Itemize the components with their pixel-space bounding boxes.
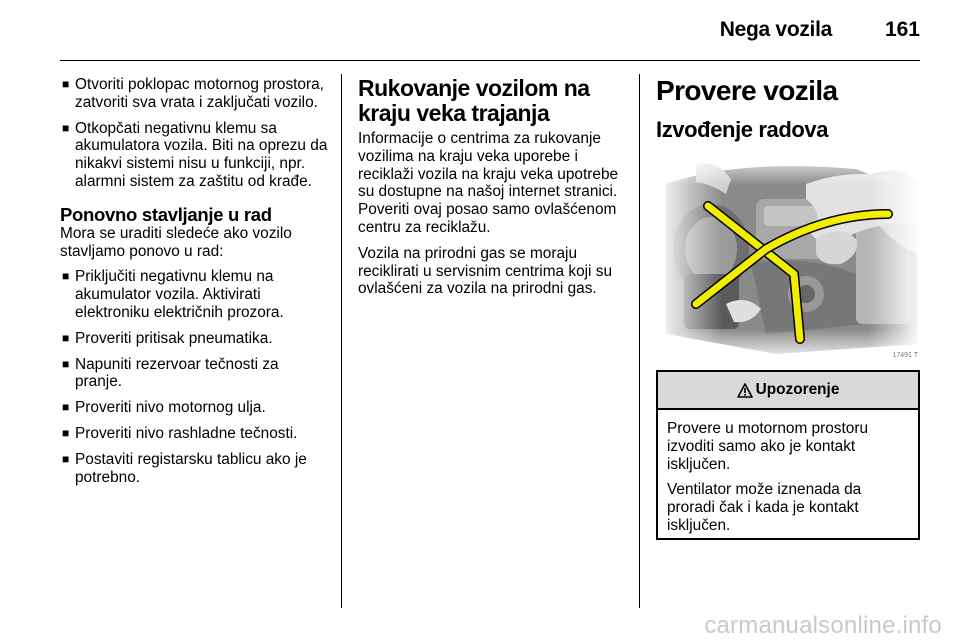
bullet-square-icon: ■	[62, 356, 70, 371]
column-divider-2	[639, 74, 640, 608]
bullet-square-icon: ■	[62, 451, 70, 466]
header-divider	[60, 60, 920, 61]
list-item: ■ Proveriti pritisak pneumatika.	[62, 329, 273, 347]
section-subheading: Izvođenje radova	[656, 117, 829, 142]
paragraph: Informacije o centrima za rukovanje vozilima na kraju veka uporebe i reciklaži vozila na kraju veka upotrebe su dostupne na našoj internet stranici. Poveriti ovaj posao samo ovlašćenom centru za reciklažu.	[358, 130, 619, 236]
warning-body	[658, 410, 918, 535]
page-header-title: Nega vozila	[719, 18, 832, 41]
column-1	[60, 76, 328, 494]
bullet-square-icon: ■	[62, 400, 70, 415]
list-item: ■ Otvoriti poklopac motornog prostora, zatvoriti sva vrata i zaključati vozilo.	[62, 76, 324, 111]
column-2	[358, 76, 628, 306]
paragraph: Provere u motornom prostoru izvoditi samo ako je kontakt isključen.	[667, 420, 869, 473]
bullet-square-icon: ■	[62, 77, 70, 91]
column-divider-1	[341, 74, 342, 608]
bullet-square-icon: ■	[62, 120, 70, 135]
list-item: ■ Postaviti registarsku tablicu ako je potrebno.	[62, 450, 307, 486]
section-heading: Provere vozila	[656, 75, 838, 106]
list-item: ■ Otkopčati negativnu klemu sa akumulatora vozila. Biti na oprezu da nikakvi sistemi nisu u funkciji, npr. alarmni sistem za zaštitu od krađe.	[62, 119, 328, 190]
list-item: ■ Proveriti nivo rashladne tečnosti.	[62, 424, 298, 442]
bullet-square-icon: ■	[62, 330, 70, 345]
warning-box	[656, 370, 920, 540]
page-number: 161	[884, 18, 920, 41]
column-3	[656, 76, 922, 142]
list-item: ■ Napuniti rezervoar tečnosti za pranje.	[62, 355, 279, 391]
image-code: 17491 T	[892, 352, 918, 359]
warning-header	[658, 372, 918, 410]
warning-title: Upozorenje	[755, 381, 840, 398]
bullet-square-icon: ■	[62, 425, 70, 440]
paragraph: Vozila na prirodni gas se moraju reciklirati u servisnim centrima koji su ovlašćeni za vozila na prirodni gas.	[358, 244, 613, 298]
bullet-square-icon: ■	[62, 269, 70, 284]
paragraph: Ventilator može iznenada da proradi čak i kada je kontakt isključen.	[667, 481, 862, 534]
watermark: carmanualsonline.info	[704, 612, 942, 639]
shutdown-steps-list	[60, 76, 328, 191]
warning-triangle-icon	[737, 383, 753, 398]
section-heading: Rukovanje vozilom na kraju veka trajanja	[358, 75, 590, 126]
section-subheading: Ponovno stavljanje u rad	[60, 203, 272, 225]
engine-bay-illustration	[656, 154, 922, 360]
restart-steps-list	[60, 268, 328, 486]
paragraph: Mora se uraditi sledeće ako vozilo stavljamo ponovo u rad:	[60, 224, 292, 260]
list-item: ■ Priključiti negativnu klemu na akumulator vozila. Aktivirati elektroniku električnih prozora.	[62, 268, 284, 321]
list-item: ■ Proveriti nivo motornog ulja.	[62, 399, 266, 417]
